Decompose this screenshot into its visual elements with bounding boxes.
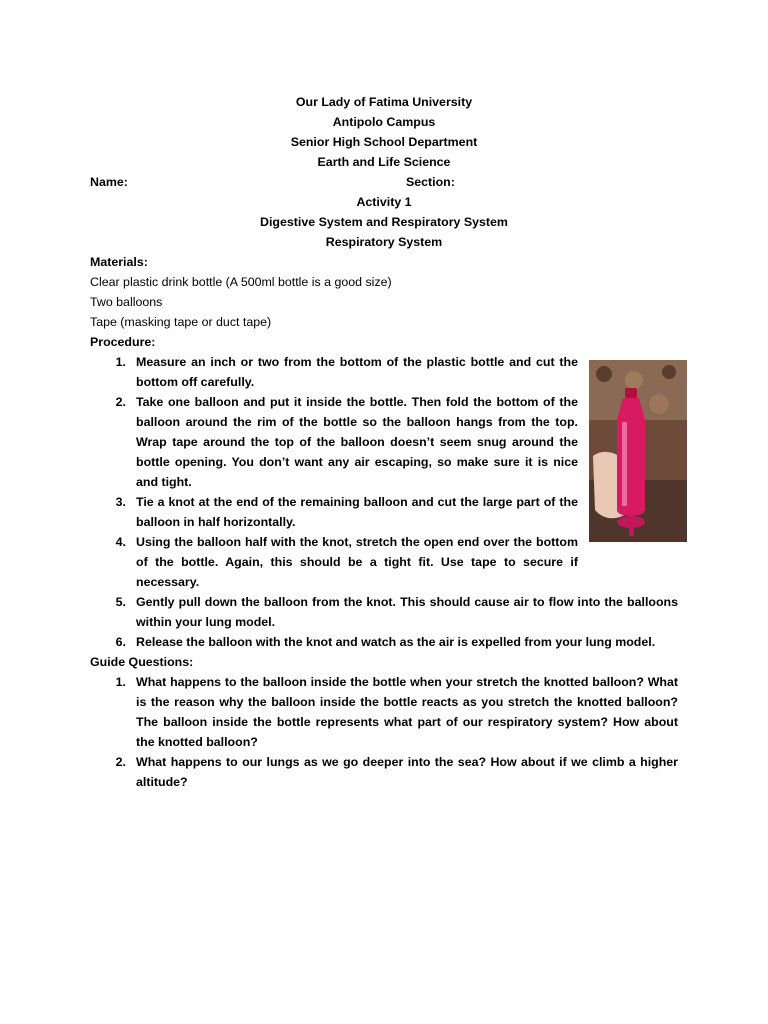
wall-motif: [596, 366, 612, 382]
wall-motif: [625, 371, 643, 389]
step-number: 6.: [115, 635, 126, 649]
step-number: 1.: [115, 355, 126, 369]
question-text: What happens to the balloon inside the bottle when your stretch the knotted balloon? What is the reason why the balloon inside the bottle reacts as you stretch the knotted balloon? The balloon inside the bottle represents what part of our respiratory system? How about the knotted balloon?: [136, 675, 678, 749]
bottle-illustration: [589, 360, 687, 542]
subtopic-title: Respiratory System: [325, 235, 443, 249]
balloon-knot: [629, 526, 634, 536]
procedure-step: [90, 492, 578, 532]
guide-question: [90, 752, 678, 792]
campus-title: Antipolo Campus: [332, 115, 436, 129]
lung-model-photo: [589, 360, 687, 542]
step-number: 2.: [115, 395, 126, 409]
material-item: Tape (masking tape or duct tape): [90, 315, 272, 329]
materials-heading: Materials:: [90, 255, 148, 269]
procedure-step: [90, 352, 578, 392]
step-text: Take one balloon and put it inside the bottle. Then fold the bottom of the balloon around the rim of the bottle so the balloon hangs from the top. Wrap tape around the top of the balloon doesn’t seem snug around the bottle opening. You don’t want any air escaping, so make sure it is nice and tight.: [136, 395, 578, 489]
bottle-cap: [625, 388, 637, 398]
topic-title: Digestive System and Respiratory System: [260, 215, 508, 229]
step-number: 3.: [115, 495, 126, 509]
department-title: Senior High School Department: [290, 135, 478, 149]
bottle-body: [617, 398, 645, 516]
step-text: Measure an inch or two from the bottom of the plastic bottle and cut the bottom off carefully.: [136, 355, 578, 389]
section-label: Section:: [406, 175, 455, 189]
question-text: What happens to our lungs as we go deeper into the sea? How about if we climb a higher altitude?: [136, 755, 678, 789]
procedure-heading: Procedure:: [90, 335, 156, 349]
material-item: Two balloons: [90, 295, 163, 309]
activity-title: Activity 1: [356, 195, 412, 209]
wall-motif: [662, 365, 676, 379]
procedure-step: [90, 532, 578, 592]
procedure-step: [90, 592, 678, 632]
guide-heading: Guide Questions:: [90, 655, 194, 669]
wall-motif: [649, 394, 669, 414]
step-text: Tie a knot at the end of the remaining balloon and cut the large part of the balloon in half horizontally.: [136, 495, 578, 529]
guide-question: [90, 672, 678, 752]
question-number: 1.: [115, 675, 126, 689]
step-number: 5.: [115, 595, 126, 609]
procedure-step: [90, 392, 578, 492]
subject-title: Earth and Life Science: [317, 155, 451, 169]
material-item: Clear plastic drink bottle (A 500ml bottle is a good size): [90, 275, 392, 289]
step-text: Using the balloon half with the knot, stretch the open end over the bottom of the bottle. Again, this should be a tight fit. Use tape to secure if necessary.: [136, 535, 578, 589]
university-title: Our Lady of Fatima University: [295, 95, 473, 109]
step-text: Gently pull down the balloon from the knot. This should cause air to flow into the balloons within your lung model.: [136, 595, 678, 629]
step-number: 4.: [115, 535, 126, 549]
step-text: Release the balloon with the knot and watch as the air is expelled from your lung model.: [136, 635, 656, 649]
bottle-highlight: [622, 422, 627, 506]
name-label: Name:: [90, 175, 128, 189]
question-number: 2.: [115, 755, 126, 769]
procedure-step: [90, 632, 678, 652]
